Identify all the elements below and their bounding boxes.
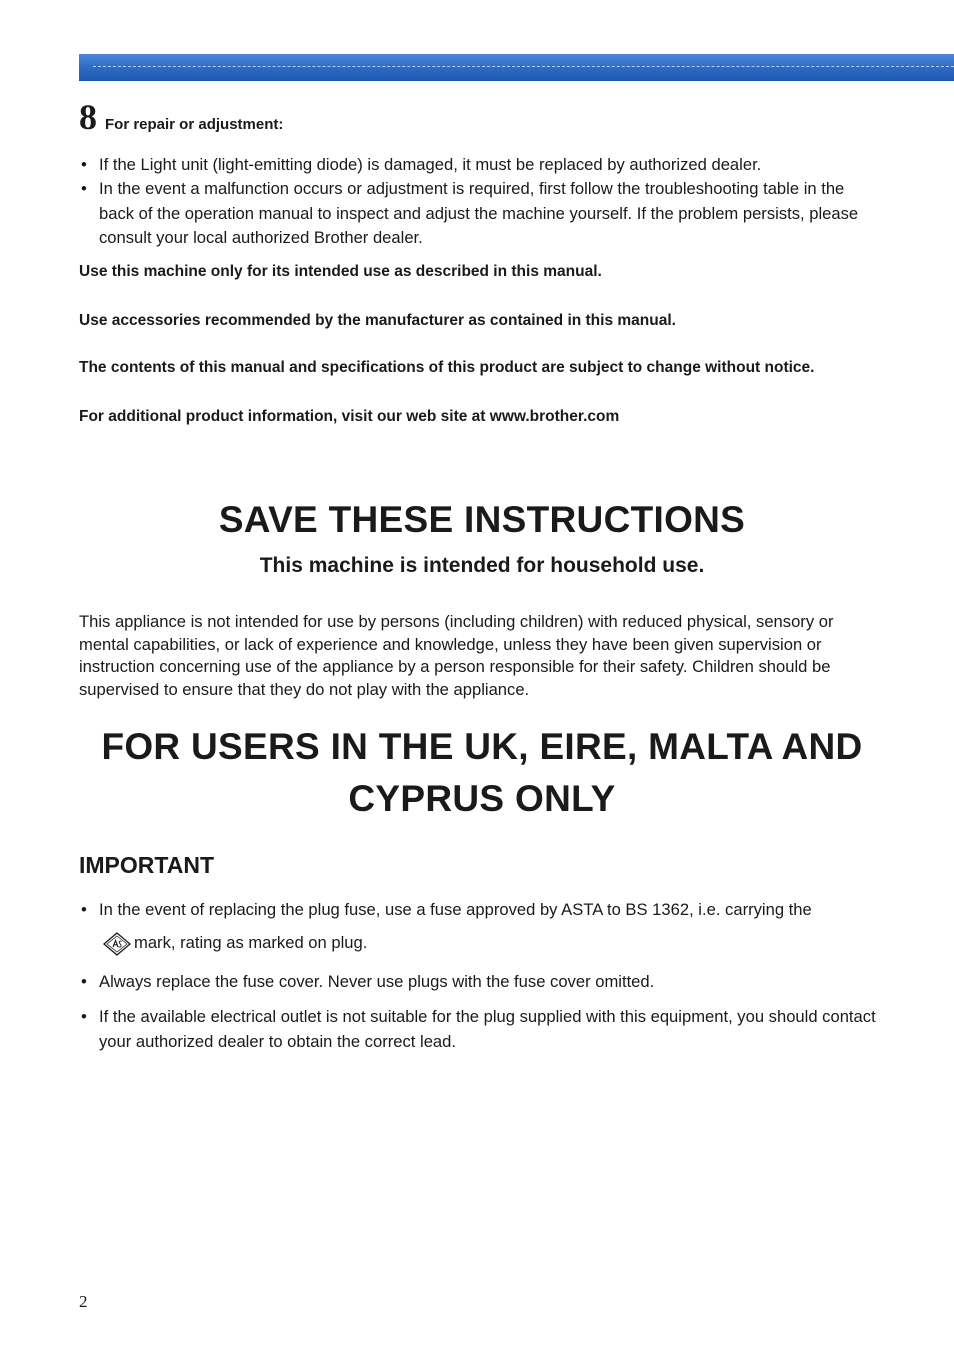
appliance-paragraph: This appliance is not intended for use by persons (including children) with reduced physical, sensory or mental capabilities, or lack of experience and knowledge, unless they have been given supervision or instruction concerning use of the appliance by a person responsible for their safety. Children should be supervised to ensure that they do not play with the appliance. [79,612,834,699]
note-accessories: Use accessories recommended by the manufacturer as contained in this manual. [79,312,676,329]
note-website: For additional product information, visit our web site at www.brother.com [79,408,620,425]
list-item: • In the event a malfunction occurs or adjustment is required, first follow the troubleshooting table in the back of the operation manual to inspect and adjust the machine yourself. If the problem persists, please consult your local authorized Brother dealer. [79,177,879,250]
list-item-fuse-cover: • Always replace the fuse cover. Never use plugs with the fuse cover omitted. [79,970,879,994]
section-heading [79,98,283,136]
list-item-outlet: • If the available electrical outlet is not suitable for the plug supplied with this equipment, you should contact your authorized dealer to obtain the correct lead. [79,1005,879,1054]
page-number: 2 [79,1292,88,1311]
important-heading: IMPORTANT [79,852,215,878]
section-number: 8 [79,97,97,137]
fuse-text-part2: mark, rating as marked on plug. [134,933,368,952]
section-title: For repair or adjustment: [105,116,284,133]
save-instructions-title: SAVE THESE INSTRUCTIONS [218,499,746,540]
repair-list [79,153,879,251]
header-band [79,54,954,81]
household-subtitle: This machine is intended for household use. [259,554,705,577]
uk-users-title: FOR USERS IN THE UK, EIRE, MALTA AND CYPRUS ONLY [101,726,863,819]
asta-mark-icon [103,932,131,956]
list-item-fuse [79,893,879,959]
note-intended-use: Use this machine only for its intended use as described in this manual. [79,263,602,280]
uk-list [79,893,879,1065]
note-specifications: The contents of this manual and specifications of this product are subject to change without notice. [79,359,815,376]
fuse-text-part1: In the event of replacing the plug fuse, use a fuse approved by ASTA to BS 1362, i.e. carrying the [99,900,812,919]
list-item: • If the Light unit (light-emitting diode) is damaged, it must be replaced by authorized dealer. [79,153,879,177]
header-dashed-line [93,66,954,67]
